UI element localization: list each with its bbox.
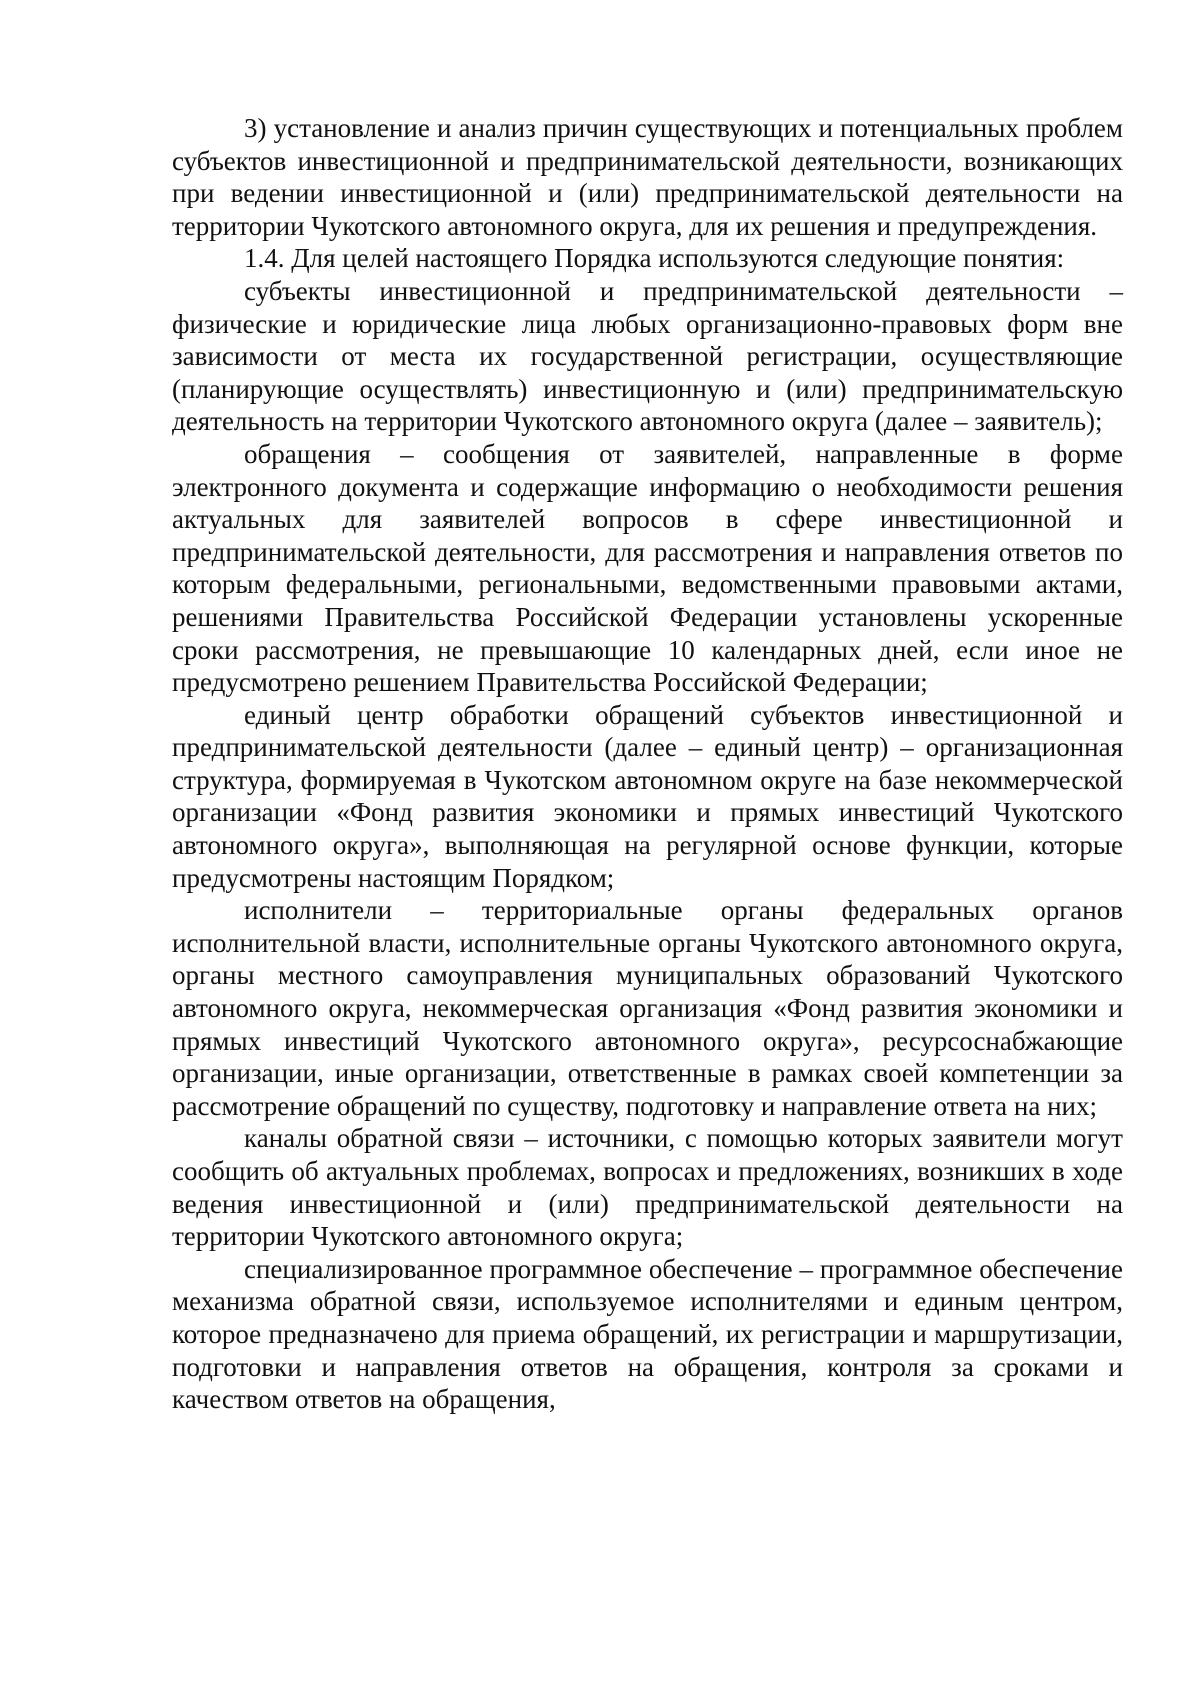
document-page: [172, 112, 1123, 1416]
paragraph-definition-software: специализированное программное обеспечение – программное обеспечение механизма обратной связи, используемое исполнителями и единым центром, которое предназначено для приема обращений, их регистрации и маршрутизации, подготовки и направления ответов на обращения, контроля за сроками и качеством ответов на обращения,: [172, 1253, 1123, 1415]
paragraph-definition-unified-center: единый центр обработки обращений субъектов инвестиционной и предпринимательской деятельности (далее – единый центр) – организационная структура, формируемая в Чукотском автономном округе на базе некоммерческой организации «Фонд развития экономики и прямых инвестиций Чукотского автономного округа», выполняющая на регулярной основе функции, которые предусмотрены настоящим Порядком;: [172, 699, 1123, 893]
paragraph-definition-appeals: обращения – сообщения от заявителей, направленные в форме электронного документа и содержащие информацию о необходимости решения актуальных для заявителей вопросов в сфере инвестиционной и предпринимательской деятельности, для рассмотрения и направления ответов по которым федеральными, региональными, ведомственными правовыми актами, решениями Правительства Российской Федерации установлены ускоренные сроки рассмотрения, не превышающие 10 календарных дней, если иное не предусмотрено решением Правительства Российской Федерации;: [172, 438, 1123, 698]
paragraph-item-3-goal: 3) установление и анализ причин существующих и потенциальных проблем субъектов инвестиционной и предпринимательской деятельности, возникающих при ведении инвестиционной и (или) предпринимательской деятельности на территории Чукотского автономного округа, для их решения и предупреждения.: [172, 113, 1123, 241]
paragraph-definition-feedback-channels: каналы обратной связи – источники, с помощью которых заявители могут сообщить об актуальных проблемах, вопросах и предложениях, возникших в ходе ведения инвестиционной и (или) предпринимательской деятельности на территории Чукотского автономного округа;: [172, 1123, 1123, 1252]
paragraph-definition-applicants: субъекты инвестиционной и предпринимательской деятельности – физические и юридические лица любых организационно-правовых форм вне зависимости от места их государственной регистрации, осуществляющие (планирующие осуществлять) инвестиционную и (или) предпринимательскую деятельность на территории Чукотского автономного округа (далее – заявитель);: [172, 275, 1123, 437]
paragraph-section-1-4: 1.4. Для целей настоящего Порядка используются следующие понятия:: [244, 243, 1065, 274]
paragraph-definition-executors: исполнители – территориальные органы федеральных органов исполнительной власти, исполнительные органы Чукотского автономного округа, органы местного самоуправления муниципальных образований Чукотского автономного округа, некоммерческая организация «Фонд развития экономики и прямых инвестиций Чукотского автономного округа», ресурсоснабжающие организации, иные организации, ответственные в рамках своей компетенции за рассмотрение обращений по существу, подготовку и направление ответа на них;: [172, 895, 1123, 1121]
